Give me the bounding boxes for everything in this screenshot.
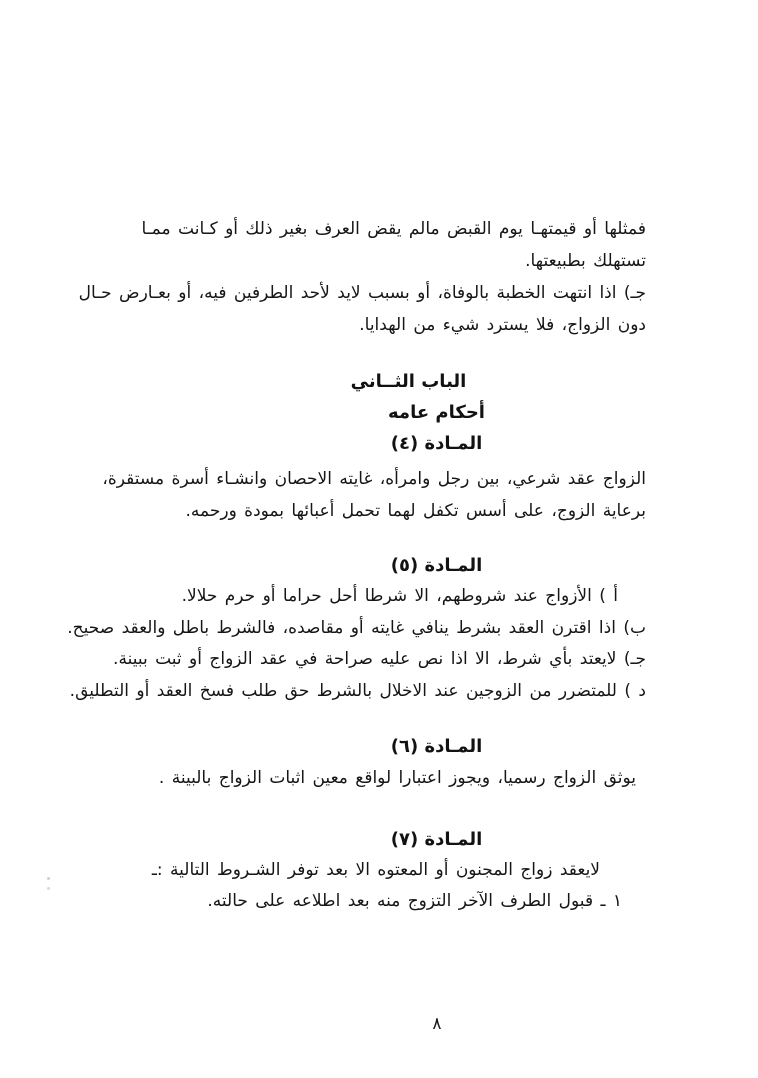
text-line: د ) للمتضرر من الزوجين عند الاخلال بالشرط حق طلب فسخ العقد أو التطليق. (69, 680, 646, 701)
text-line: تستهلك بطبيعتها. (525, 251, 646, 271)
intro-paragraph (78, 213, 646, 341)
chapter-heading-block (115, 366, 758, 459)
text-line: أ ) الأزواج عند شروطهم، الا شرطا أحل حراما أو حرم حلالا. (181, 586, 618, 606)
chapter-subtitle: أحكام عامه (388, 402, 485, 423)
article-5-body (67, 581, 646, 707)
text-line: ١ ـ قبول الطرف الآخر التزوج منه بعد اطلاعه على حالته. (207, 891, 622, 911)
text-line: ب) اذا اقترن العقد بشرط ينافي غايته أو مقاصده، فالشرط باطل والعقد صحيح. (67, 617, 646, 638)
article-4-body (95, 463, 646, 527)
article-6-heading: المـادة (٦) (390, 736, 483, 757)
text-line: الزواج عقد شرعي، بين رجل وامرأه، غايته الاحصان وانشـاء أسرة مستقرة، (102, 469, 646, 489)
article-5-heading: المـادة (٥) (390, 555, 483, 576)
text-line: يوثق الزواج رسميا، ويجوز اعتبارا لواقع معين اثبات الزواج بالبينة . (158, 768, 636, 788)
text-line: دون الزواج، فلا يسترد شيء من الهدايا. (359, 315, 646, 335)
text-line: جـ) لايعتد بأي شرط، الا اذا نص عليه صراحة في عقد الزواج أو ثبت ببينة. (113, 649, 646, 669)
article-7-heading: المـادة (٧) (390, 829, 483, 850)
chapter-title-text: الباب الثــاني (350, 371, 467, 392)
article-4-heading: المـادة (٤) (390, 433, 483, 454)
page-number: ٨ (432, 1014, 442, 1034)
chapter-title (115, 366, 758, 397)
scan-speck (47, 877, 50, 880)
text-line: برعاية الزوج، على أسس تكفل لهما تحمل أعبائها بمودة ورحمه. (185, 501, 646, 521)
text-line: فمثلها أو قيمتهـا يوم القبض مالم يقض العرف بغير ذلك أو كـانت ممـا (141, 219, 646, 239)
text-line: جـ) اذا انتهت الخطبة بالوفاة، أو بسبب لايد لأحد الطرفين فيه، أو بعـارض حـال (78, 283, 646, 303)
text-line: لايعقد زواج المجنون أو المعتوه الا بعد توفر الشـروط التالية :ـ (151, 860, 600, 880)
article-6-body (95, 762, 646, 794)
article-7-body (95, 855, 646, 917)
